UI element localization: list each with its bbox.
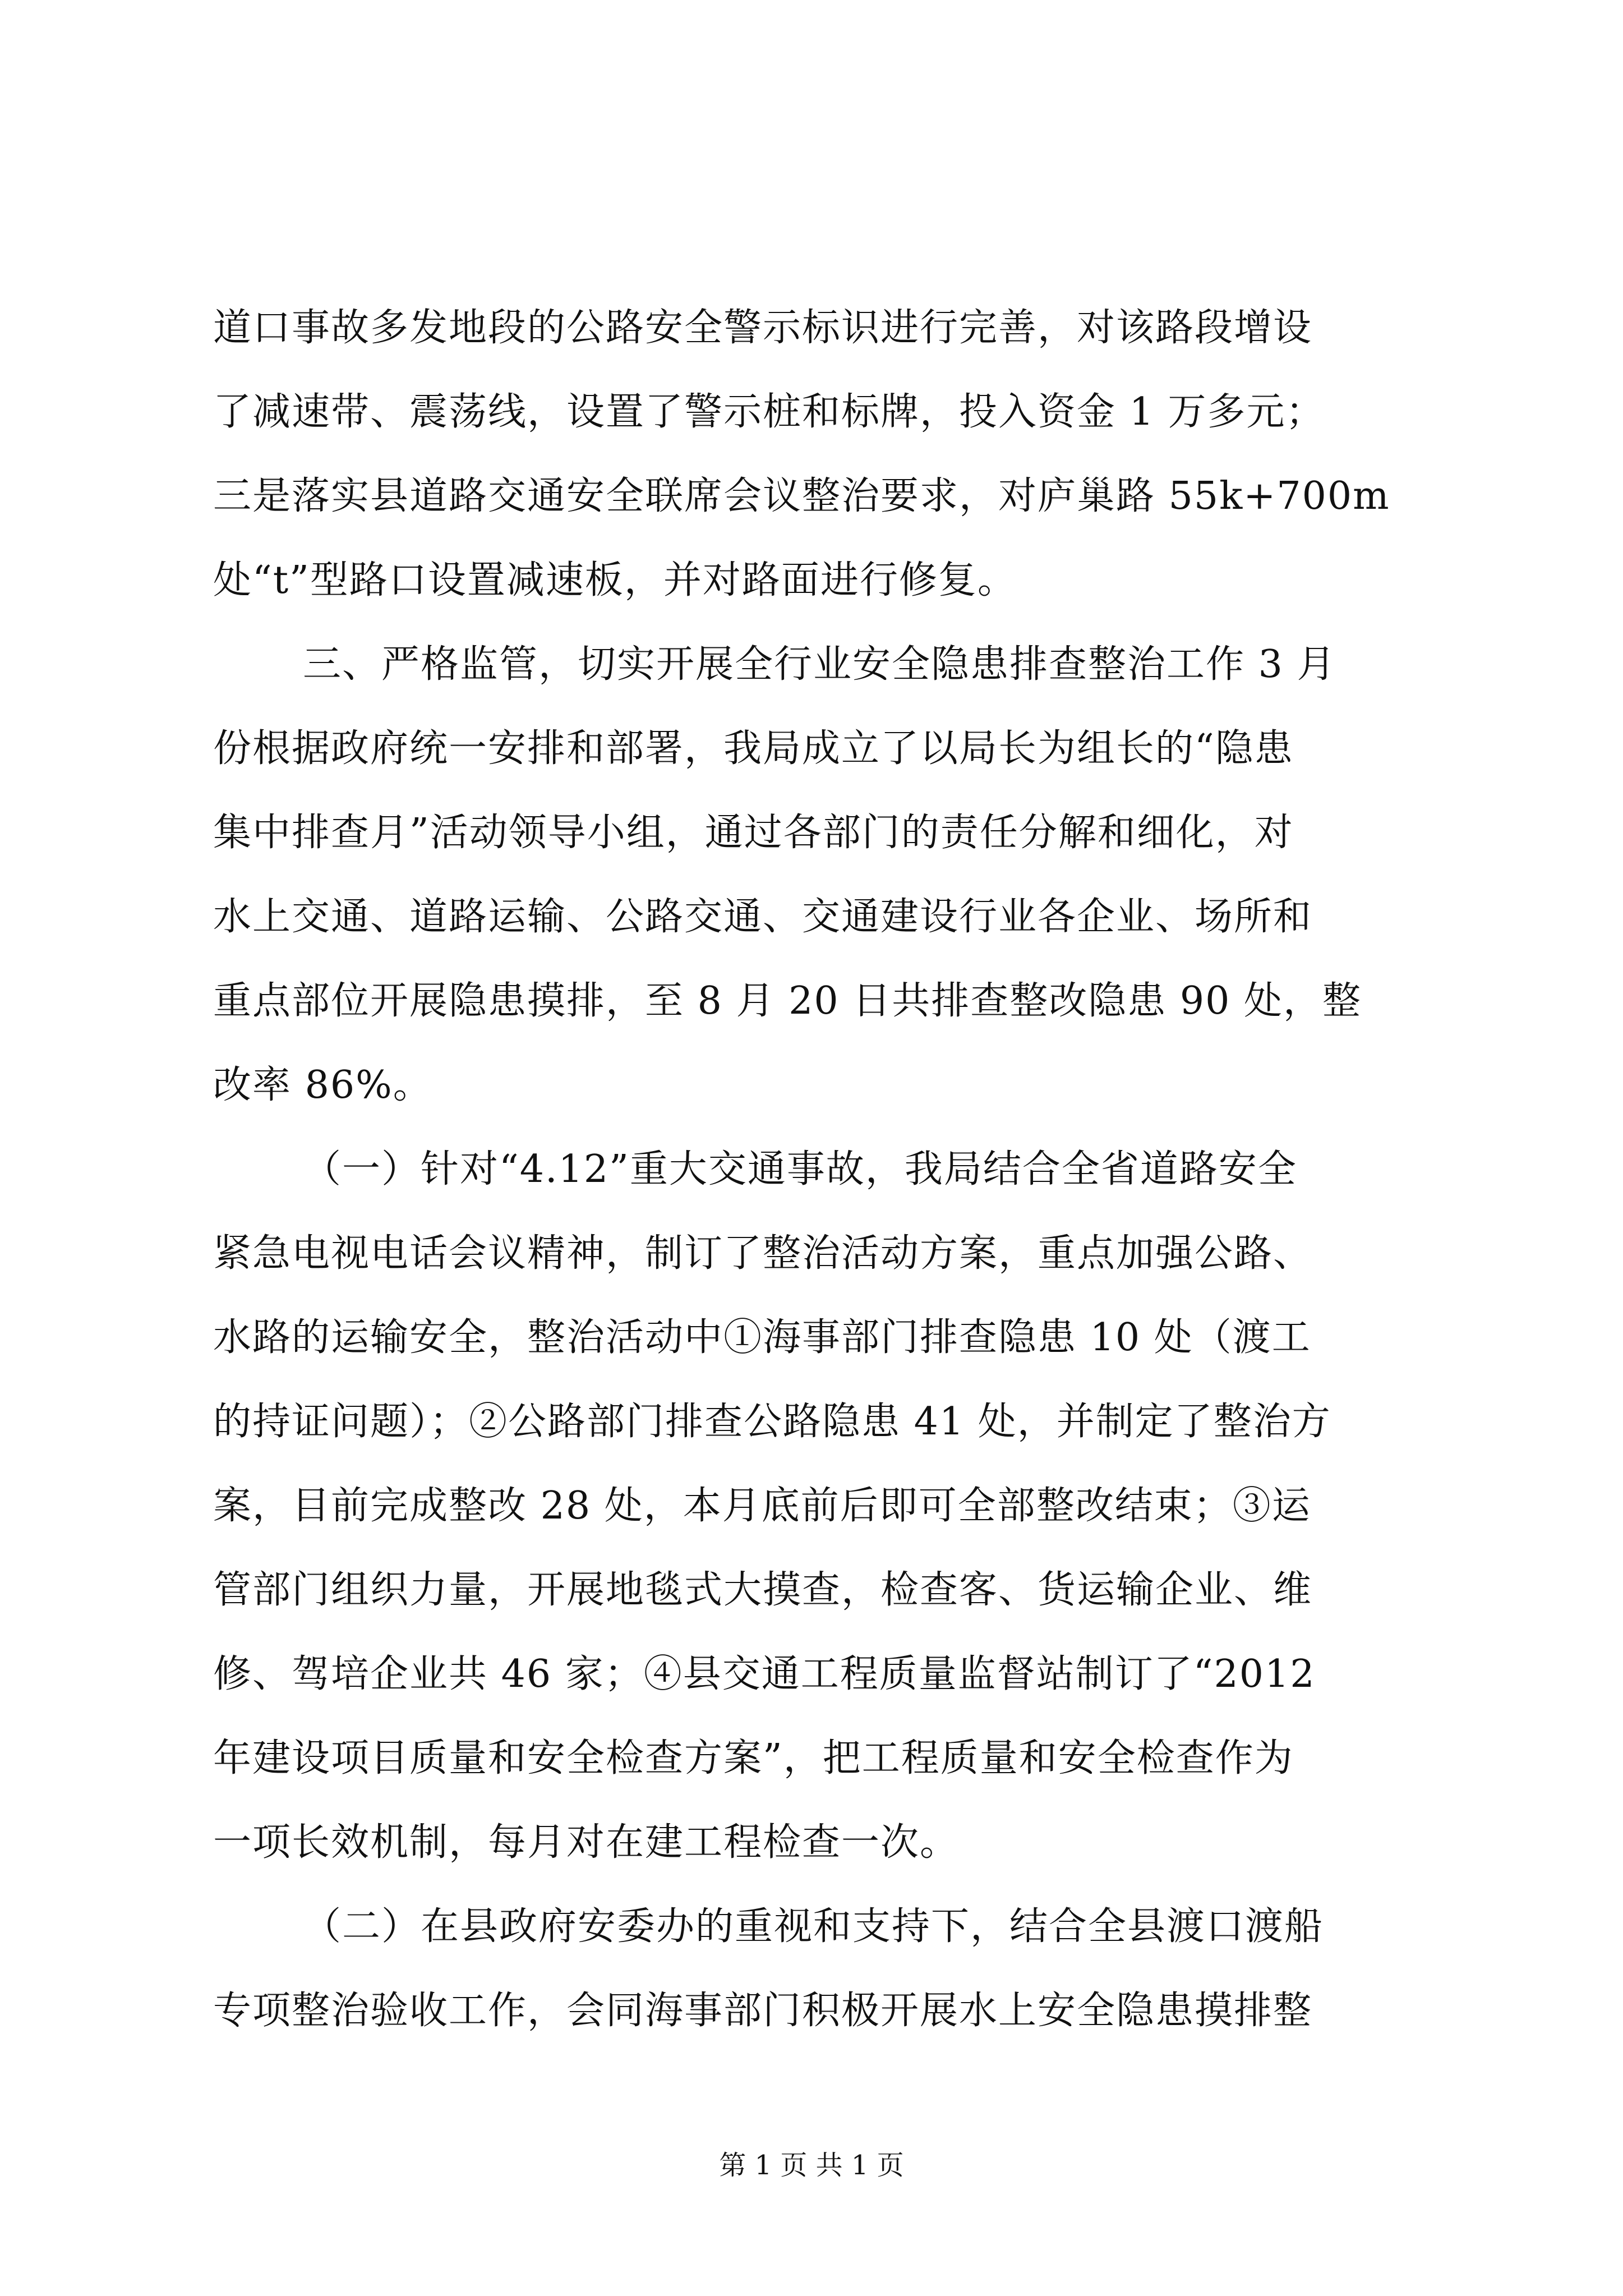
body-line: 改率 86%。: [213, 1063, 432, 1107]
subsection-line: （一）针对“4.12”重大交通事故，我局结合全省道路安全: [303, 1147, 1297, 1191]
body-line: 的持证问题）；②公路部门排查公路隐患 41 处，并制定了整治方: [213, 1400, 1331, 1444]
body-line: 管部门组织力量，开展地毯式大摸查，检查客、货运输企业、维: [213, 1568, 1313, 1612]
body-line: 重点部位开展隐患摸排，至 8 月 20 日共排查整改隐患 90 处，整: [213, 979, 1362, 1023]
body-line: 修、驾培企业共 46 家；④县交通工程质量监督站制订了“2012: [213, 1652, 1316, 1696]
body-line: 案，目前完成整改 28 处，本月底前后即可全部整改结束；③运: [213, 1484, 1311, 1528]
body-line: 水上交通、道路运输、公路交通、交通建设行业各企业、场所和: [213, 895, 1313, 939]
section-heading-line: 三、严格监管，切实开展全行业安全隐患排查整治工作 3 月: [303, 642, 1336, 687]
body-line: 一项长效机制，每月对在建工程检查一次。: [213, 1820, 960, 1865]
body-line: 三是落实县道路交通安全联席会议整治要求，对庐巢路 55k+700m: [213, 474, 1390, 518]
body-line: 处“t”型路口设置减速板，并对路面进行修复。: [213, 558, 1017, 602]
body-line: 了减速带、震荡线，设置了警示桩和标牌，投入资金 1 万多元；: [213, 390, 1325, 434]
body-line: 集中排查月”活动领导小组，通过各部门的责任分解和细化，对: [213, 811, 1294, 855]
body-line: 年建设项目质量和安全检查方案”，把工程质量和安全检查作为: [213, 1736, 1294, 1780]
body-line: 专项整治验收工作，会同海事部门积极开展水上安全隐患摸排整: [213, 1989, 1313, 2033]
body-line: 道口事故多发地段的公路安全警示标识进行完善，对该路段增设: [213, 306, 1313, 350]
body-line: 份根据政府统一安排和部署，我局成立了以局长为组长的“隐患: [213, 726, 1294, 771]
body-line: 水路的运输安全，整治活动中①海事部门排查隐患 10 处（渡工: [213, 1315, 1311, 1360]
page-footer: 第 1 页 共 1 页: [719, 2150, 904, 2181]
body-line: 紧急电视电话会议精神，制订了整治活动方案，重点加强公路、: [213, 1231, 1313, 1276]
subsection-line: （二）在县政府安委办的重视和支持下，结合全县渡口渡船: [303, 1904, 1324, 1949]
